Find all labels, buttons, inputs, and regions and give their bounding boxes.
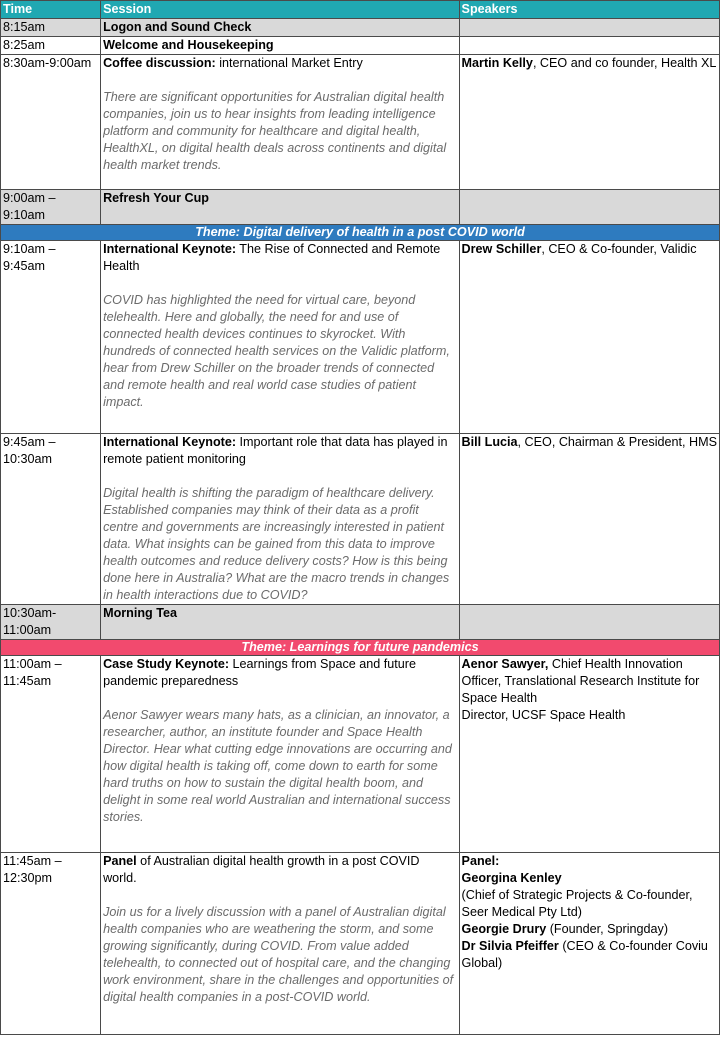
session-label: Panel xyxy=(103,854,137,868)
speaker-name: Aenor Sawyer, xyxy=(461,657,549,671)
speaker-cell xyxy=(459,853,719,1035)
speaker-cell xyxy=(459,37,719,55)
time-cell: 9:00am – 9:10am xyxy=(1,190,101,225)
speaker-role: Chief Health Innovation Officer, Translational Research Institute for Space Health xyxy=(461,657,700,705)
time-cell: 9:10am – 9:45am xyxy=(1,241,101,434)
speaker-name: Georgie Drury xyxy=(461,922,547,936)
session-description: Aenor Sawyer wears many hats, as a clinician, an innovator, a researcher, author, an institute founder and Space Health Director. Hear what cutting edge innovations are occurring and how digital health is taking off, come down to earth for some hard truths on how to sustain the digital health boom, and delight in some real world Australian and international success stories. xyxy=(103,708,452,824)
session-title: of Australian digital health growth in a post COVID world. xyxy=(103,854,420,885)
agenda-row-keynote-data xyxy=(1,434,720,605)
time-cell: 8:15am xyxy=(1,19,101,37)
speaker-role: (Chief of Strategic Projects & Co-founder, Seer Medical Pty Ltd) xyxy=(461,888,693,919)
agenda-row-welcome xyxy=(1,37,720,55)
session-description: Join us for a lively discussion with a panel of Australian digital health companies who are weathering the storm, and some growing significantly, during COVID. From value added telehealth, to connected out of hospital care, and the changing work environment, share in the challenges and opportunities of digital health companies in a post-COVID world. xyxy=(103,905,454,1004)
time-cell: 11:45am – 12:30pm xyxy=(1,853,101,1035)
speaker-role-secondary: Director, UCSF Space Health xyxy=(461,708,626,722)
speaker-role: , CEO & Co-founder, Validic xyxy=(541,242,697,256)
agenda-row-case-study xyxy=(1,656,720,853)
theme-label: Theme: Learnings for future pandemics xyxy=(1,640,720,656)
speaker-name: Georgina Kenley xyxy=(461,871,562,885)
speaker-role: , CEO and co founder, Health XL xyxy=(532,56,717,70)
agenda-row-logon xyxy=(1,19,720,37)
session-cell xyxy=(101,55,459,190)
session-title: Welcome and Housekeeping xyxy=(101,37,459,55)
session-description: COVID has highlighted the need for virtual care, beyond telehealth. Here and globally, the need for and use of connected health devices continues to skyrocket. With hundreds of connected health services on the Validic platform, hear from Drew Schiller on the broader trends of connected and remote health and real world case studies of patient impact. xyxy=(103,293,450,409)
speaker-cell xyxy=(459,656,719,853)
session-title: Morning Tea xyxy=(101,605,459,640)
speaker-name: Drew Schiller xyxy=(461,242,542,256)
session-label: Case Study Keynote: xyxy=(103,657,230,671)
speaker-cell xyxy=(459,605,719,640)
panel-label: Panel: xyxy=(461,854,500,868)
speaker-name: Martin Kelly xyxy=(461,56,533,70)
session-title: Learnings from Space and future pandemic preparedness xyxy=(103,657,416,688)
session-cell xyxy=(101,853,459,1035)
session-cell xyxy=(101,434,459,605)
session-cell xyxy=(101,656,459,853)
theme-label: Theme: Digital delivery of health in a post COVID world xyxy=(1,225,720,241)
speaker-cell xyxy=(459,190,719,225)
speaker-name: Bill Lucia xyxy=(461,435,518,449)
speaker-cell xyxy=(459,19,719,37)
speaker-cell xyxy=(459,55,719,190)
theme-row-pandemics xyxy=(1,640,720,656)
session-title: Important role that data has played in remote patient monitoring xyxy=(103,435,448,466)
header-speakers: Speakers xyxy=(459,1,719,19)
session-title: international Market Entry xyxy=(215,56,363,70)
time-cell: 11:00am – 11:45am xyxy=(1,656,101,853)
agenda-row-refresh xyxy=(1,190,720,225)
time-cell: 10:30am- 11:00am xyxy=(1,605,101,640)
session-description: There are significant opportunities for Australian digital health companies, join us to hear insights from leading intelligence platform and community for healthcare and digital health, HealthXL, on digital health deals across continents and digital health market trends. xyxy=(103,90,447,172)
session-description: Digital health is shifting the paradigm of healthcare delivery. Established companies may think of their data as a profit centre and governments are increasingly interested in patient data. What insights can be gained from this data to improve health outcomes and reduce delivery costs? How is this being done here in Australia? What are the macro trends in changes in health interactions due to COVID? xyxy=(103,486,450,602)
speaker-name: Dr Silvia Pfeiffer xyxy=(461,939,559,953)
session-label: International Keynote: xyxy=(103,242,237,256)
agenda-row-keynote-connected xyxy=(1,241,720,434)
time-cell: 8:30am-9:00am xyxy=(1,55,101,190)
speaker-cell xyxy=(459,241,719,434)
speaker-role: (CEO & Co-founder Coviu Global) xyxy=(461,939,708,970)
theme-row-digital-delivery xyxy=(1,225,720,241)
session-label: Coffee discussion: xyxy=(103,56,216,70)
agenda-row-morning-tea xyxy=(1,605,720,640)
header-session: Session xyxy=(101,1,459,19)
time-cell: 9:45am – 10:30am xyxy=(1,434,101,605)
session-title: Logon and Sound Check xyxy=(101,19,459,37)
agenda-row-panel xyxy=(1,853,720,1035)
header-row xyxy=(1,1,720,19)
session-title: Refresh Your Cup xyxy=(101,190,459,225)
agenda-row-coffee xyxy=(1,55,720,190)
speaker-role: , CEO, Chairman & President, HMS xyxy=(517,435,717,449)
header-time: Time xyxy=(1,1,101,19)
session-label: International Keynote: xyxy=(103,435,237,449)
session-title: The Rise of Connected and Remote Health xyxy=(103,242,441,273)
speaker-cell xyxy=(459,434,719,605)
time-cell: 8:25am xyxy=(1,37,101,55)
speaker-role: (Founder, Springday) xyxy=(546,922,669,936)
session-cell xyxy=(101,241,459,434)
